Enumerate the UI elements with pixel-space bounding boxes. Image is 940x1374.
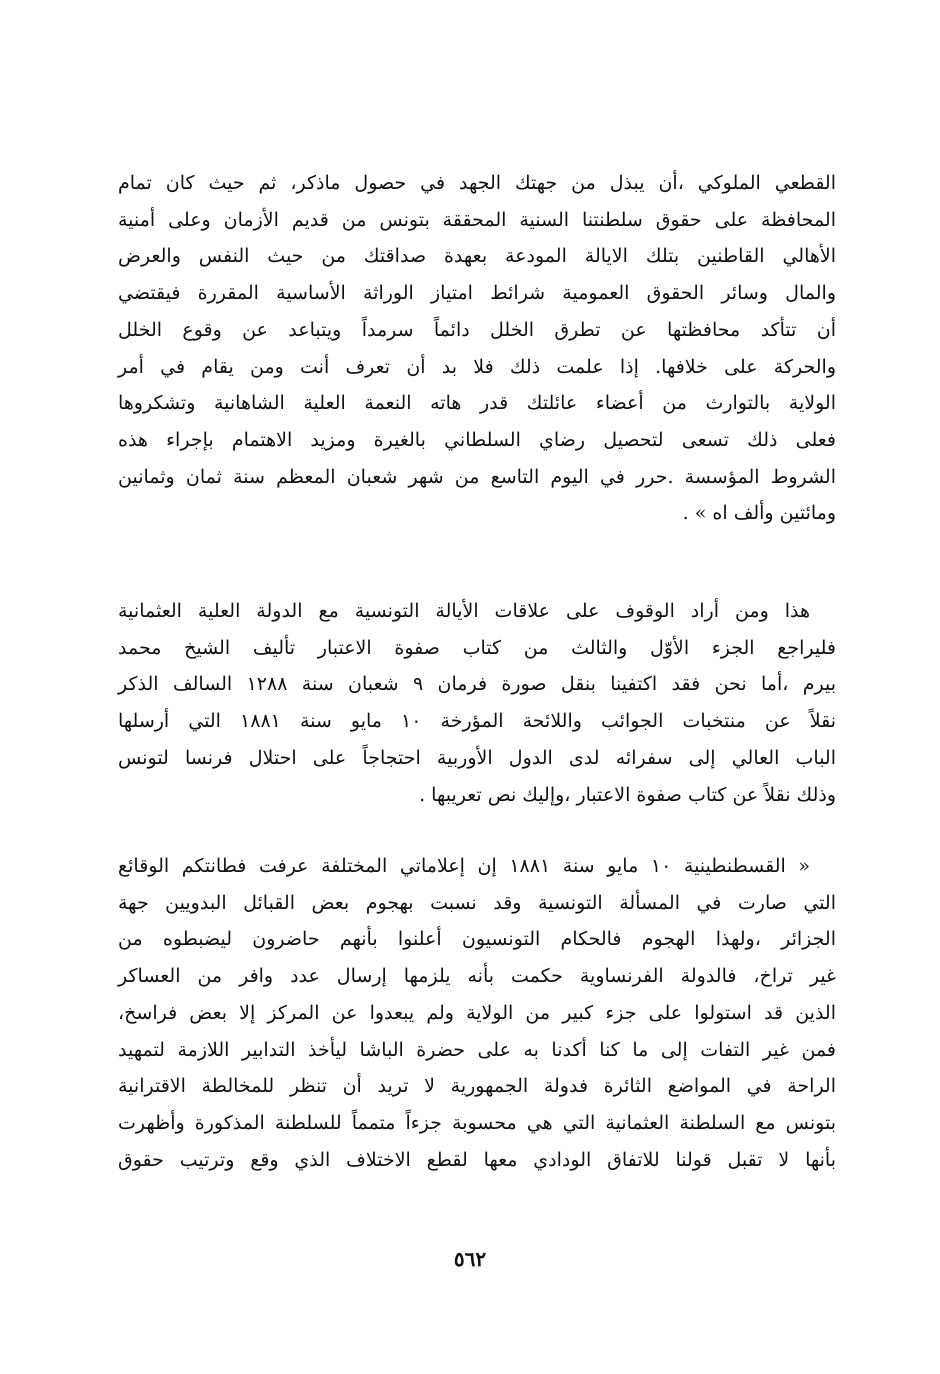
text-line: « القسطنطينية ١٠ مايو سنة ١٨٨١ إن إعلاماتي المختلفة عرفت فطانتكم الوقائع xyxy=(118,855,811,877)
text-line: بأنها لا تقبل قولنا للاتفاق الودادي معها لقطع الاختلاف الذي وقع وترتيب حقوق xyxy=(118,1148,836,1171)
text-line: أن تتأكد محافظتها عن تطرق الخلل دائماً سرمداً ويتباعد عن وقوع الخلل xyxy=(118,318,836,341)
text-line: الشروط المؤسسة .حرر في اليوم التاسع من شهر شعبان المعظم سنة ثمان وثمانين xyxy=(118,465,836,488)
text-line: والمال وسائر الحقوق العمومية شرائط امتياز الوراثة الأساسية المقررة فيقتضي xyxy=(118,282,836,305)
text-line: القطعي الملوكي ،أن يبذل من جهتك الجهد في حصول ماذكر، ثم حيث كان تمام xyxy=(118,172,836,194)
text-line: الذين قد استولوا على جزء كبير من الولاية ولم يبعدوا عن المركز إلا بعض فراسخ، xyxy=(118,1001,836,1024)
text-line: الأهالي القاطنين بتلك الايالة المودعة بعهدة صداقتك من حيث النفس والعرض xyxy=(118,245,836,268)
text-line: التي صارت في المسألة التونسية وقد نسبت بهجوم بعض القبائل البدويين جهة xyxy=(118,891,836,914)
text-line: فليراجع الجزء الأوّل والثالث من كتاب صفوة الاعتبار تأليف الشيخ محمد xyxy=(118,636,836,659)
text-line: غير تراخ، فالدولة الفرنساوية حكمت بأنه يلزمها إرسال عدد وافر من العساكر xyxy=(118,965,836,988)
text-line: المحافظة على حقوق سلطنتنا السنية المحققة بتونس من قديم الأزمان وعلى أمنية xyxy=(118,208,836,231)
text-line: بيرم ،أما نحن فقد اكتفينا بنقل صورة فرمان ٩ شعبان سنة ١٢٨٨ السالف الذكر xyxy=(118,673,837,696)
page-number: ٥٦٢ xyxy=(453,1247,487,1271)
text-line: والحركة على خلافها. إذا علمت ذلك فلا بد أن تعرف أنت ومن يقام في أمر xyxy=(118,355,836,378)
text-line: فمن غير التفات إلى ما كنا أكدنا به على حضرة الباشا ليأخذ التدابير اللازمة لتمهيد xyxy=(118,1038,836,1061)
text-line: الباب العالي إلى سفرائه لدى الدول الأوربية احتجاجاً على احتلال فرنسا لتونس xyxy=(118,746,836,769)
text-line: الجزائر ،ولهذا الهجوم فالحكام التونسيون أعلنوا بأنهم حاضرون ليضبطوه من xyxy=(118,928,836,951)
text-line: فعلى ذلك تسعى لتحصيل رضاي السلطاني بالغيرة ومزيد الاهتمام بإجراء هذه xyxy=(118,428,836,451)
text-line: الولاية بالتوارث من أعضاء عائلتك قدر هاته النعمة العلية الشاهانية وتشكروها xyxy=(118,392,836,415)
text-line: وذلك نقلاً عن كتاب صفوة الاعتبار ،وإليك نص تعريبها . xyxy=(419,783,836,806)
text-line: هذا ومن أراد الوقوف على علاقات الأيالة التونسية مع الدولة العلية العثمانية xyxy=(118,600,810,622)
text-line: الراحة في المواضع الثائرة فدولة الجمهورية لا تريد أن تنظر للمخالطة الاقترانية xyxy=(118,1075,836,1098)
text-line: ومائتين وألف اه » . xyxy=(682,502,836,525)
text-line: بتونس مع السلطنة العثمانية التي هي محسوبة جزءاً متمماً للسلطنة المذكورة وأظهرت xyxy=(118,1111,836,1134)
text-line: نقلاً عن منتخبات الجوائب واللائحة المؤرخة ١٠ مايو سنة ١٨٨١ التي أرسلها xyxy=(118,710,836,733)
